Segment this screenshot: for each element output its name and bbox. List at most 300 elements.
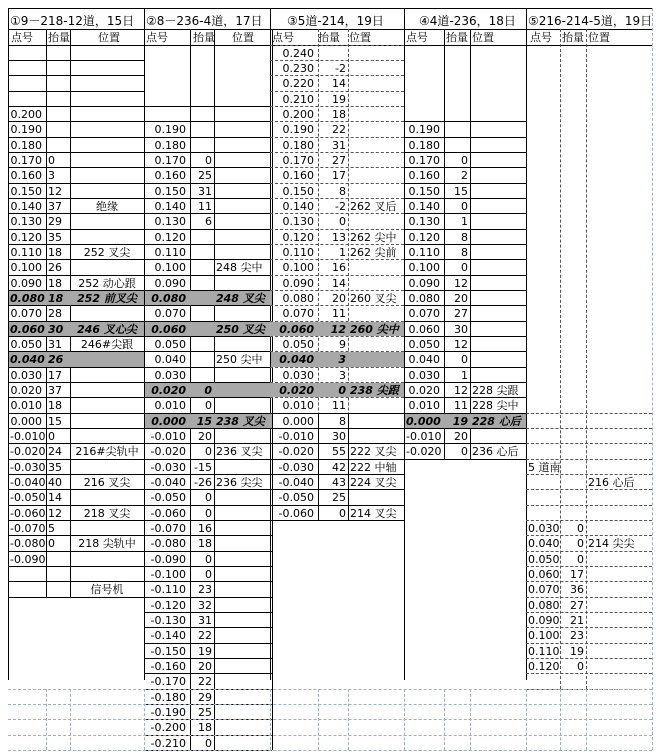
position-cell[interactable] [216, 582, 270, 597]
lift-cell[interactable]: 12 [330, 323, 346, 336]
point-cell[interactable]: 0.090 [154, 277, 186, 290]
position-cell[interactable]: 214 叉尖 [350, 507, 397, 520]
point-cell[interactable]: 0.080 [10, 292, 45, 305]
position-cell[interactable] [216, 644, 270, 659]
point-cell[interactable]: 0.040 [154, 353, 186, 366]
position-cell[interactable] [350, 76, 402, 91]
position-cell[interactable]: 248 叉尖 [216, 292, 265, 305]
point-cell[interactable]: 0.100 [282, 261, 314, 274]
point-cell[interactable]: -0.080 [10, 537, 46, 550]
position-cell[interactable] [216, 337, 270, 352]
point-cell[interactable]: 0.170 [10, 154, 42, 167]
lift-cell[interactable]: 35 [48, 231, 62, 244]
position-cell[interactable] [350, 138, 402, 153]
point-cell[interactable]: -0.010 [278, 430, 314, 443]
point-cell[interactable]: 0.140 [408, 200, 440, 213]
position-cell[interactable] [350, 490, 402, 505]
lift-cell[interactable]: 25 [198, 169, 212, 182]
lift-cell[interactable]: 0 [461, 353, 468, 366]
lift-cell[interactable]: 0 [577, 537, 584, 550]
position-cell[interactable] [216, 490, 270, 505]
position-cell[interactable]: 250 叉尖 [216, 323, 265, 336]
lift-cell[interactable]: 14 [332, 77, 346, 90]
point-cell[interactable]: 0.050 [528, 553, 560, 566]
position-cell[interactable]: 218 叉尖 [83, 507, 131, 520]
point-cell[interactable]: 0.240 [282, 47, 314, 60]
point-cell[interactable]: -0.200 [150, 721, 186, 734]
position-cell[interactable] [588, 582, 650, 597]
lift-cell[interactable]: 15 [454, 185, 468, 198]
point-cell[interactable]: 0.110 [154, 246, 186, 259]
lift-cell[interactable]: -2 [335, 200, 346, 213]
lift-cell[interactable]: 14 [48, 491, 62, 504]
point-cell[interactable]: 0.030 [10, 369, 42, 382]
lift-cell[interactable]: 22 [198, 675, 212, 688]
lift-cell[interactable]: 31 [198, 185, 212, 198]
point-cell[interactable]: 0.010 [10, 399, 42, 412]
lift-cell[interactable] [446, 122, 468, 137]
point-cell[interactable]: -0.070 [150, 522, 186, 535]
point-cell[interactable]: 0.050 [408, 338, 440, 351]
point-cell[interactable]: -0.020 [10, 445, 46, 458]
lift-cell[interactable] [192, 276, 212, 291]
point-cell[interactable]: 0.120 [282, 231, 314, 244]
point-cell[interactable]: 5 道南 [528, 461, 561, 474]
lift-cell[interactable] [48, 107, 68, 122]
point-cell[interactable]: 0.000 [10, 415, 42, 428]
header-point-4[interactable]: 点号 [406, 31, 428, 44]
point-cell[interactable]: 0.070 [528, 583, 560, 596]
position-cell[interactable]: 262 尖中 [350, 231, 397, 244]
position-cell[interactable] [350, 368, 402, 383]
position-cell[interactable] [72, 260, 142, 275]
position-cell[interactable] [216, 153, 270, 168]
point-cell[interactable]: -0.010 [10, 430, 46, 443]
position-cell[interactable] [216, 628, 270, 643]
point-cell[interactable]: -0.140 [150, 629, 186, 642]
position-cell[interactable] [350, 107, 402, 122]
position-cell[interactable] [216, 199, 270, 214]
point-cell[interactable]: -0.020 [278, 445, 314, 458]
position-cell[interactable] [472, 368, 524, 383]
point-cell[interactable]: 0.190 [282, 123, 314, 136]
position-cell[interactable] [472, 230, 524, 245]
position-cell[interactable] [350, 184, 402, 199]
lift-cell[interactable]: 0 [48, 430, 55, 443]
position-cell[interactable] [216, 521, 270, 536]
position-cell[interactable] [472, 337, 524, 352]
lift-cell[interactable] [48, 122, 68, 137]
position-cell[interactable] [588, 644, 650, 659]
position-cell[interactable] [588, 521, 650, 536]
lift-cell[interactable]: 12 [48, 185, 62, 198]
position-cell[interactable] [216, 705, 270, 720]
position-cell[interactable] [72, 414, 142, 429]
lift-cell[interactable]: 0 [48, 537, 55, 550]
lift-cell[interactable]: 22 [332, 123, 346, 136]
lift-cell[interactable]: 23 [570, 629, 584, 642]
title-section-1[interactable]: ①9－218-12道，15日 [10, 14, 135, 28]
point-cell[interactable]: 0.210 [282, 93, 314, 106]
lift-cell[interactable]: 20 [454, 292, 468, 305]
lift-cell[interactable]: 0 [205, 399, 212, 412]
header-lift-1[interactable]: 抬量 [48, 31, 70, 44]
lift-cell[interactable]: 0 [461, 261, 468, 274]
point-cell[interactable]: 0.070 [282, 307, 314, 320]
position-cell[interactable] [588, 613, 650, 628]
position-cell[interactable]: 262 叉后 [350, 200, 397, 213]
position-cell[interactable] [72, 138, 142, 153]
lift-cell[interactable]: 11 [332, 307, 346, 320]
position-cell[interactable] [216, 122, 270, 137]
lift-cell[interactable] [446, 138, 468, 153]
lift-cell[interactable]: 55 [332, 445, 346, 458]
position-cell[interactable]: 252 前叉尖 [77, 292, 137, 305]
lift-cell[interactable] [192, 337, 212, 352]
lift-cell[interactable] [48, 552, 68, 567]
lift-cell[interactable]: 20 [332, 292, 346, 305]
point-cell[interactable]: 0.160 [10, 169, 42, 182]
point-cell[interactable]: 0.040 [279, 353, 314, 366]
point-cell[interactable]: 0.160 [408, 169, 440, 182]
header-lift-2[interactable]: 抬量 [193, 31, 215, 44]
point-cell[interactable]: 0.090 [10, 277, 42, 290]
point-cell[interactable]: 0.130 [408, 215, 440, 228]
lift-cell[interactable] [48, 582, 68, 597]
position-cell[interactable]: 236 叉尖 [216, 445, 263, 458]
point-cell[interactable]: -0.210 [150, 737, 186, 750]
lift-cell[interactable]: 24 [48, 445, 62, 458]
position-cell[interactable] [350, 306, 402, 321]
position-cell[interactable] [216, 690, 270, 705]
point-cell[interactable]: 0.130 [282, 215, 314, 228]
point-cell[interactable]: -0.020 [406, 445, 442, 458]
point-cell[interactable]: 0.040 [528, 537, 560, 550]
position-cell[interactable]: 236 尖尖 [216, 476, 263, 489]
point-cell[interactable] [10, 582, 42, 597]
lift-cell[interactable]: 0 [577, 553, 584, 566]
lift-cell[interactable]: 17 [570, 568, 584, 581]
position-cell[interactable] [350, 92, 402, 107]
position-cell[interactable] [216, 598, 270, 613]
lift-cell[interactable]: 36 [570, 583, 584, 596]
point-cell[interactable]: 0.100 [408, 261, 440, 274]
lift-cell[interactable]: 16 [198, 522, 212, 535]
position-cell[interactable] [216, 276, 270, 291]
lift-cell[interactable]: 18 [48, 399, 62, 412]
header-point-2[interactable]: 点号 [146, 31, 168, 44]
lift-cell[interactable]: -15 [194, 461, 212, 474]
position-cell[interactable]: 224 叉尖 [350, 476, 397, 489]
header-position-4[interactable]: 位置 [472, 31, 494, 44]
position-cell[interactable] [472, 306, 524, 321]
position-cell[interactable] [216, 383, 270, 398]
point-cell[interactable]: -0.050 [10, 491, 46, 504]
position-cell[interactable] [472, 429, 524, 444]
lift-cell[interactable]: 26 [48, 353, 64, 366]
point-cell[interactable]: 0.020 [408, 384, 440, 397]
lift-cell[interactable] [48, 138, 68, 153]
position-cell[interactable] [350, 153, 402, 168]
position-cell[interactable] [472, 199, 524, 214]
lift-cell[interactable]: 37 [48, 384, 62, 397]
position-cell[interactable]: 216 心后 [588, 476, 635, 489]
lift-cell[interactable]: 20 [454, 430, 468, 443]
point-cell[interactable]: 0.180 [408, 139, 440, 152]
point-cell[interactable]: -0.010 [406, 430, 442, 443]
lift-cell[interactable]: 2 [461, 169, 468, 182]
position-cell[interactable] [350, 276, 402, 291]
lift-cell[interactable]: 21 [570, 614, 584, 627]
position-cell[interactable]: 216#尖轨中 [75, 445, 139, 458]
position-cell[interactable]: 218 尖轨中 [78, 537, 136, 550]
position-cell[interactable]: 252 叉尖 [83, 246, 131, 259]
lift-cell[interactable]: 0 [48, 154, 55, 167]
point-cell[interactable]: 0.150 [10, 185, 42, 198]
header-lift-4[interactable]: 抬量 [446, 31, 468, 44]
position-cell[interactable] [72, 306, 142, 321]
position-cell[interactable]: 228 尖中 [472, 399, 519, 412]
lift-cell[interactable]: 27 [570, 599, 584, 612]
header-lift-5[interactable]: 抬量 [562, 31, 584, 44]
point-cell[interactable]: -0.130 [150, 614, 186, 627]
point-cell[interactable]: 0.080 [151, 292, 186, 305]
position-cell[interactable] [350, 337, 402, 352]
point-cell[interactable]: 0.100 [10, 261, 42, 274]
point-cell[interactable]: 0.090 [408, 277, 440, 290]
point-cell[interactable]: 0.070 [10, 307, 42, 320]
position-cell[interactable] [350, 122, 402, 137]
lift-cell[interactable]: 0 [339, 215, 346, 228]
lift-cell[interactable]: 11 [198, 200, 212, 213]
point-cell[interactable]: 0.180 [154, 139, 186, 152]
point-cell[interactable]: 0.140 [282, 200, 314, 213]
lift-cell[interactable]: 19 [332, 93, 346, 106]
point-cell[interactable]: 0.060 [279, 323, 314, 336]
lift-cell[interactable]: 15 [196, 415, 212, 428]
point-cell[interactable]: -0.060 [10, 507, 46, 520]
header-point-3[interactable]: 点号 [272, 31, 294, 44]
position-cell[interactable] [72, 460, 142, 475]
position-cell[interactable] [350, 61, 402, 76]
point-cell[interactable]: -0.190 [150, 706, 186, 719]
point-cell[interactable]: 0.080 [408, 292, 440, 305]
position-cell[interactable] [588, 552, 650, 567]
position-cell[interactable]: 236 心后 [472, 445, 519, 458]
position-cell[interactable] [216, 613, 270, 628]
point-cell[interactable]: 0.120 [408, 231, 440, 244]
position-cell[interactable] [216, 567, 270, 582]
position-cell[interactable] [72, 352, 142, 367]
lift-cell[interactable] [562, 460, 584, 475]
lift-cell[interactable]: 0 [577, 522, 584, 535]
position-cell[interactable]: 248 尖中 [216, 261, 263, 274]
lift-cell[interactable]: 1 [461, 369, 468, 382]
lift-cell[interactable]: 0 [205, 568, 212, 581]
point-cell[interactable]: 0.220 [282, 77, 314, 90]
position-cell[interactable] [588, 567, 650, 582]
lift-cell[interactable]: 0 [205, 553, 212, 566]
lift-cell[interactable] [192, 230, 212, 245]
point-cell[interactable]: -0.090 [150, 553, 186, 566]
lift-cell[interactable]: 25 [332, 491, 346, 504]
lift-cell[interactable]: 23 [198, 583, 212, 596]
position-cell[interactable] [216, 214, 270, 229]
title-section-3[interactable]: ③5道-214，19日 [287, 14, 384, 28]
point-cell[interactable]: -0.100 [150, 568, 186, 581]
point-cell[interactable]: 0.110 [528, 645, 560, 658]
point-cell[interactable]: 0.050 [10, 338, 42, 351]
position-cell[interactable] [472, 184, 524, 199]
lift-cell[interactable]: 18 [198, 721, 212, 734]
point-cell[interactable]: 0.050 [154, 338, 186, 351]
position-cell[interactable]: 214 尖尖 [588, 537, 635, 550]
position-cell[interactable] [588, 628, 650, 643]
point-cell[interactable]: 0.150 [408, 185, 440, 198]
point-cell[interactable]: 0.230 [282, 62, 314, 75]
point-cell[interactable]: 0.200 [282, 108, 314, 121]
lift-cell[interactable]: 30 [48, 323, 64, 336]
lift-cell[interactable] [192, 260, 212, 275]
header-position-3[interactable]: 位置 [349, 31, 371, 44]
point-cell[interactable]: 0.030 [528, 522, 560, 535]
position-cell[interactable] [72, 184, 142, 199]
position-cell[interactable] [472, 352, 524, 367]
position-cell[interactable] [588, 659, 650, 674]
header-position-1[interactable]: 位置 [98, 31, 120, 44]
lift-cell[interactable]: 8 [339, 415, 346, 428]
point-cell[interactable]: 0.060 [408, 323, 440, 336]
point-cell[interactable]: 0.020 [279, 384, 314, 397]
position-cell[interactable] [472, 214, 524, 229]
lift-cell[interactable]: 30 [332, 430, 346, 443]
header-point-1[interactable]: 点号 [11, 31, 33, 44]
position-cell[interactable] [72, 383, 142, 398]
point-cell[interactable]: 0.030 [282, 369, 314, 382]
lift-cell[interactable]: 8 [461, 246, 468, 259]
lift-cell[interactable]: 14 [332, 277, 346, 290]
lift-cell[interactable]: -26 [194, 476, 212, 489]
position-cell[interactable] [216, 245, 270, 260]
lift-cell[interactable]: 31 [198, 614, 212, 627]
position-cell[interactable] [472, 168, 524, 183]
point-cell[interactable]: -0.030 [10, 461, 46, 474]
point-cell[interactable]: 0.130 [10, 215, 42, 228]
lift-cell[interactable] [192, 138, 212, 153]
lift-cell[interactable]: 32 [198, 599, 212, 612]
lift-cell[interactable]: 0 [205, 737, 212, 750]
lift-cell[interactable]: 11 [332, 399, 346, 412]
point-cell[interactable]: 0.080 [528, 599, 560, 612]
point-cell[interactable]: 0.160 [154, 169, 186, 182]
lift-cell[interactable]: 3 [338, 353, 346, 366]
lift-cell[interactable]: 20 [198, 660, 212, 673]
lift-cell[interactable]: 0 [205, 491, 212, 504]
lift-cell[interactable]: 0 [338, 384, 346, 397]
lift-cell[interactable]: 12 [454, 384, 468, 397]
point-cell[interactable]: -0.170 [150, 675, 186, 688]
lift-cell[interactable]: 8 [461, 231, 468, 244]
lift-cell[interactable] [192, 322, 212, 337]
lift-cell[interactable]: 31 [48, 338, 62, 351]
header-position-5[interactable]: 位置 [588, 31, 610, 44]
position-cell[interactable]: 252 动心跟 [78, 277, 136, 290]
point-cell[interactable]: 0.070 [154, 307, 186, 320]
lift-cell[interactable]: 27 [454, 307, 468, 320]
lift-cell[interactable] [192, 245, 212, 260]
position-cell[interactable]: 262 尖前 [350, 246, 397, 259]
point-cell[interactable]: -0.040 [278, 476, 314, 489]
lift-cell[interactable]: 17 [332, 169, 346, 182]
point-cell[interactable]: -0.180 [150, 691, 186, 704]
title-section-2[interactable]: ②8－236-4道，17日 [146, 14, 263, 28]
point-cell[interactable]: -0.010 [150, 430, 186, 443]
lift-cell[interactable]: 11 [454, 399, 468, 412]
position-cell[interactable]: 260 叉尖 [350, 292, 397, 305]
position-cell[interactable] [216, 659, 270, 674]
position-cell[interactable] [216, 429, 270, 444]
lift-cell[interactable] [192, 122, 212, 137]
position-cell[interactable]: 228 心后 [472, 415, 521, 428]
lift-cell[interactable]: 0 [205, 445, 212, 458]
position-cell[interactable]: 246#尖跟 [80, 338, 134, 351]
point-cell[interactable]: 0.200 [10, 108, 42, 121]
point-cell[interactable]: 0.060 [151, 323, 186, 336]
header-position-2[interactable]: 位置 [232, 31, 254, 44]
point-cell[interactable]: 0.130 [154, 215, 186, 228]
position-cell[interactable] [72, 398, 142, 413]
point-cell[interactable]: 0.180 [10, 139, 42, 152]
lift-cell[interactable]: 13 [332, 231, 346, 244]
lift-cell[interactable]: 19 [570, 645, 584, 658]
point-cell[interactable]: -0.020 [150, 445, 186, 458]
point-cell[interactable]: 0.010 [154, 399, 186, 412]
lift-cell[interactable]: 0 [461, 445, 468, 458]
position-cell[interactable] [216, 168, 270, 183]
lift-cell[interactable]: 0 [205, 507, 212, 520]
lift-cell[interactable]: 19 [198, 645, 212, 658]
lift-cell[interactable]: 0 [577, 660, 584, 673]
point-cell[interactable]: 0.030 [154, 369, 186, 382]
position-cell[interactable] [472, 276, 524, 291]
position-cell[interactable] [216, 398, 270, 413]
point-cell[interactable]: 0.090 [528, 614, 560, 627]
position-cell[interactable]: 信号机 [90, 583, 124, 596]
position-cell[interactable] [350, 214, 402, 229]
lift-cell[interactable]: 3 [48, 169, 55, 182]
lift-cell[interactable]: 20 [198, 430, 212, 443]
position-cell[interactable] [588, 598, 650, 613]
position-cell[interactable] [472, 153, 524, 168]
lift-cell[interactable]: 18 [48, 246, 62, 259]
lift-cell[interactable]: 5 [48, 522, 55, 535]
point-cell[interactable]: -0.050 [278, 491, 314, 504]
lift-cell[interactable]: 37 [48, 200, 62, 213]
lift-cell[interactable]: 0 [205, 154, 212, 167]
lift-cell[interactable]: 26 [48, 261, 62, 274]
lift-cell[interactable]: 15 [48, 415, 62, 428]
position-cell[interactable]: 绝缘 [96, 200, 118, 213]
position-cell[interactable] [350, 352, 402, 367]
lift-cell[interactable]: 30 [454, 323, 468, 336]
position-cell[interactable] [72, 521, 142, 536]
position-cell[interactable] [216, 306, 270, 321]
lift-cell[interactable]: 16 [332, 261, 346, 274]
lift-cell[interactable]: 0 [339, 507, 346, 520]
point-cell[interactable]: 0.020 [151, 384, 186, 397]
lift-cell[interactable]: 31 [332, 139, 346, 152]
point-cell[interactable]: 0.190 [10, 123, 42, 136]
